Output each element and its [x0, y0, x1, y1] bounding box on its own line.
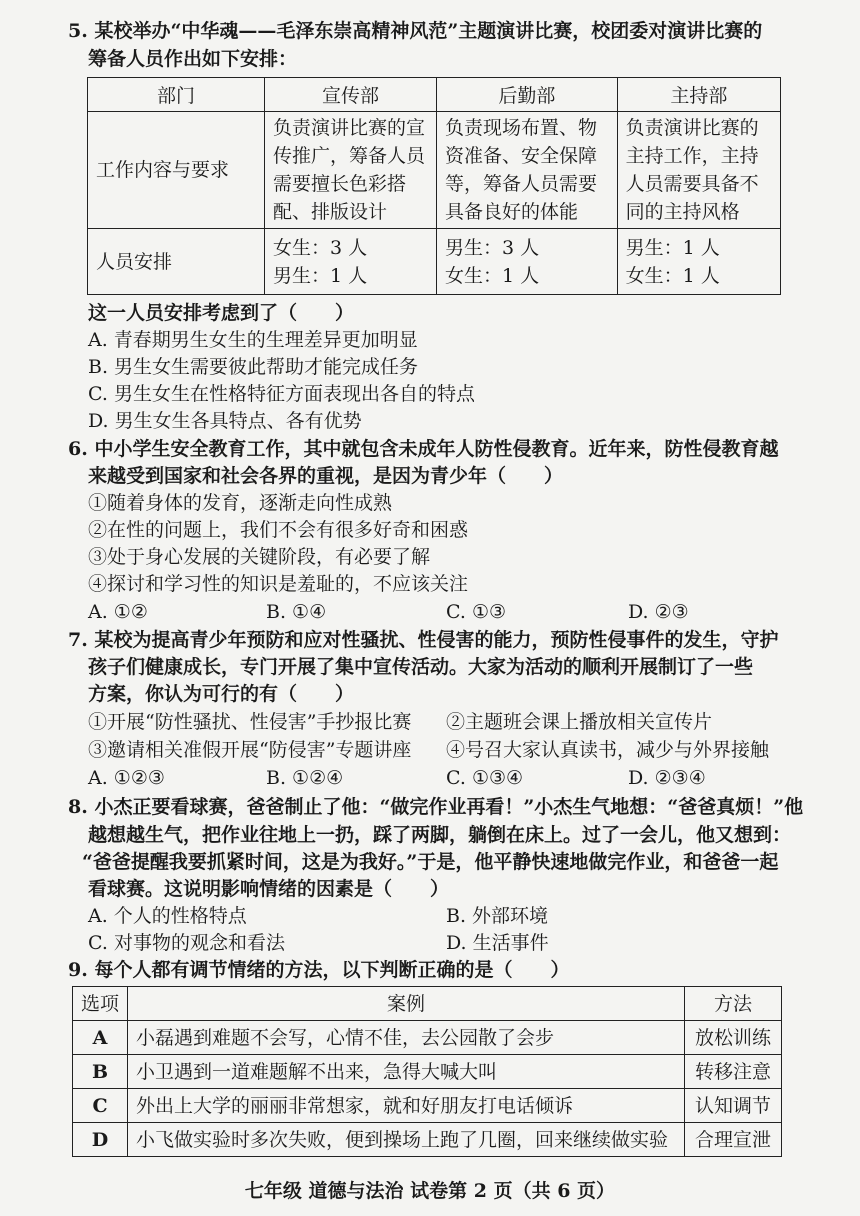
- q8-stem-line1: 8. 小杰正要看球赛，爸爸制止了他：“做完作业再看！”小杰生气地想：“爸爸真烦！”他: [68, 796, 804, 818]
- q8-option-d: D. 生活事件: [446, 932, 549, 954]
- q7-item-4: ④号召大家认真读书，减少与外界接触: [446, 739, 770, 761]
- case-text: 小卫遇到一道难题解不出来，急得大喊大叫: [128, 1055, 685, 1089]
- table-row: [73, 1021, 782, 1055]
- q6-item-2: ②在性的问题上，我们不会有很多好奇和困惑: [88, 519, 469, 541]
- q6-option-c: C. ①③: [446, 601, 507, 623]
- q5-question: 这一人员安排考虑到了（ ）: [88, 302, 355, 324]
- q6-stem-line2: 来越受到国家和社会各界的重视，是因为青少年（ ）: [88, 465, 564, 487]
- table-header-cell: 主持部: [617, 78, 780, 112]
- q7-item-2: ②主题班会课上播放相关宣传片: [446, 711, 713, 733]
- method-text: 合理宣泄: [685, 1123, 782, 1157]
- q7-option-c: C. ①③④: [446, 767, 524, 789]
- q7-option-d: D. ②③④: [628, 767, 706, 789]
- option-letter: C: [73, 1089, 128, 1123]
- table-header-cell: 宣传部: [265, 78, 437, 112]
- q6-stem-line1: 6. 中小学生安全教育工作，其中就包含未成年人防性侵教育。近年来，防性侵教育越: [68, 438, 779, 460]
- q7-stem-line3: 方案，你认为可行的有（ ）: [88, 683, 355, 705]
- option-letter: A: [73, 1021, 128, 1055]
- method-text: 认知调节: [685, 1089, 782, 1123]
- q8-stem-line4: 看球赛。这说明影响情绪的因素是（ ）: [88, 878, 450, 900]
- method-text: 转移注意: [685, 1055, 782, 1089]
- q8-stem-line3: “爸爸提醒我要抓紧时间，这是为我好。”于是，他平静快速地做完作业，和爸爸一起: [82, 851, 779, 873]
- table-cell: [617, 229, 780, 295]
- table-cell: 负责演讲比赛的宣传推广，筹备人员需要擅长色彩搭配、排版设计: [265, 112, 437, 229]
- q7-stem-line1: 7. 某校为提高青少年预防和应对性骚扰、性侵害的能力，预防性侵事件的发生，守护: [68, 629, 779, 651]
- table-header-cell: 后勤部: [437, 78, 618, 112]
- q8-option-a: A. 个人的性格特点: [88, 905, 247, 927]
- option-letter: B: [73, 1055, 128, 1089]
- q7-option-b: B. ①②④: [266, 767, 344, 789]
- table-row: [73, 1089, 782, 1123]
- row-header-staff: 人员安排: [88, 229, 265, 295]
- q6-option-d: D. ②③: [628, 601, 689, 623]
- table-header-cell: 选项: [73, 987, 128, 1021]
- q8-option-b: B. 外部环境: [446, 905, 549, 927]
- table-row: [73, 1055, 782, 1089]
- q5-option-a: A. 青春期男生女生的生理差异更加明显: [88, 329, 418, 351]
- staff-line: 男生：3 人: [445, 236, 540, 259]
- table-cell: [265, 229, 437, 295]
- q9-stem: 9. 每个人都有调节情绪的方法，以下判断正确的是（ ）: [68, 959, 570, 981]
- page-footer: 七年级 道德与法治 试卷第 2 页（共 6 页）: [244, 1180, 616, 1202]
- q7-item-3: ③邀请相关准假开展“防侵害”专题讲座: [88, 739, 412, 761]
- row-header-work: 工作内容与要求: [88, 112, 265, 229]
- q7-option-a: A. ①②③: [88, 767, 165, 789]
- q8-stem-line2: 越想越生气，把作业往地上一扔，踩了两脚，躺倒在床上。过了一会儿，他又想到：: [88, 824, 792, 846]
- q5-arrangement-table: [87, 77, 781, 295]
- case-text: 小飞做实验时多次失败，便到操场上跑了几圈，回来继续做实验: [128, 1123, 685, 1157]
- staff-line: 女生：1 人: [625, 264, 720, 287]
- option-letter: D: [73, 1123, 128, 1157]
- case-text: 外出上大学的丽丽非常想家，就和好朋友打电话倾诉: [128, 1089, 685, 1123]
- q7-item-1: ①开展“防性骚扰、性侵害”手抄报比赛: [88, 711, 412, 733]
- table-row: [73, 1123, 782, 1157]
- q5-option-d: D. 男生女生各具特点、各有优势: [88, 410, 362, 432]
- method-text: 放松训练: [685, 1021, 782, 1055]
- q5-option-b: B. 男生女生需要彼此帮助才能完成任务: [88, 356, 419, 378]
- staff-line: 女生：3 人: [273, 236, 368, 259]
- table-header-cell: 方法: [685, 987, 782, 1021]
- q7-stem-line2: 孩子们健康成长，专门开展了集中宣传活动。大家为活动的顺利开展制订了一些: [88, 656, 754, 678]
- table-header-cell: 案例: [128, 987, 685, 1021]
- q5-stem-line2: 筹备人员作出如下安排：: [88, 48, 298, 70]
- q8-option-c: C. 对事物的观念和看法: [88, 932, 285, 954]
- q5-option-c: C. 男生女生在性格特征方面表现出各自的特点: [88, 383, 475, 405]
- staff-line: 男生：1 人: [273, 264, 368, 287]
- q9-table: [72, 986, 782, 1157]
- q6-item-1: ①随着身体的发育，逐渐走向性成熟: [88, 492, 393, 514]
- staff-line: 男生：1 人: [625, 236, 720, 259]
- case-text: 小磊遇到难题不会写，心情不佳，去公园散了会步: [128, 1021, 685, 1055]
- staff-line: 女生：1 人: [445, 264, 540, 287]
- table-cell: 负责现场布置、物资准备、安全保障等，筹备人员需要具备良好的体能: [437, 112, 618, 229]
- table-header-cell: 部门: [88, 78, 265, 112]
- q6-item-4: ④探讨和学习性的知识是羞耻的，不应该关注: [88, 573, 469, 595]
- table-cell: [437, 229, 618, 295]
- table-cell: 负责演讲比赛的主持工作，主持人员需要具备不同的主持风格: [617, 112, 780, 229]
- q6-option-b: B. ①④: [266, 601, 327, 623]
- q6-option-a: A. ①②: [88, 601, 148, 623]
- q5-stem-line1: 5. 某校举办“中华魂——毛泽东崇高精神风范”主题演讲比赛，校团委对演讲比赛的: [68, 20, 763, 42]
- q6-item-3: ③处于身心发展的关键阶段，有必要了解: [88, 546, 431, 568]
